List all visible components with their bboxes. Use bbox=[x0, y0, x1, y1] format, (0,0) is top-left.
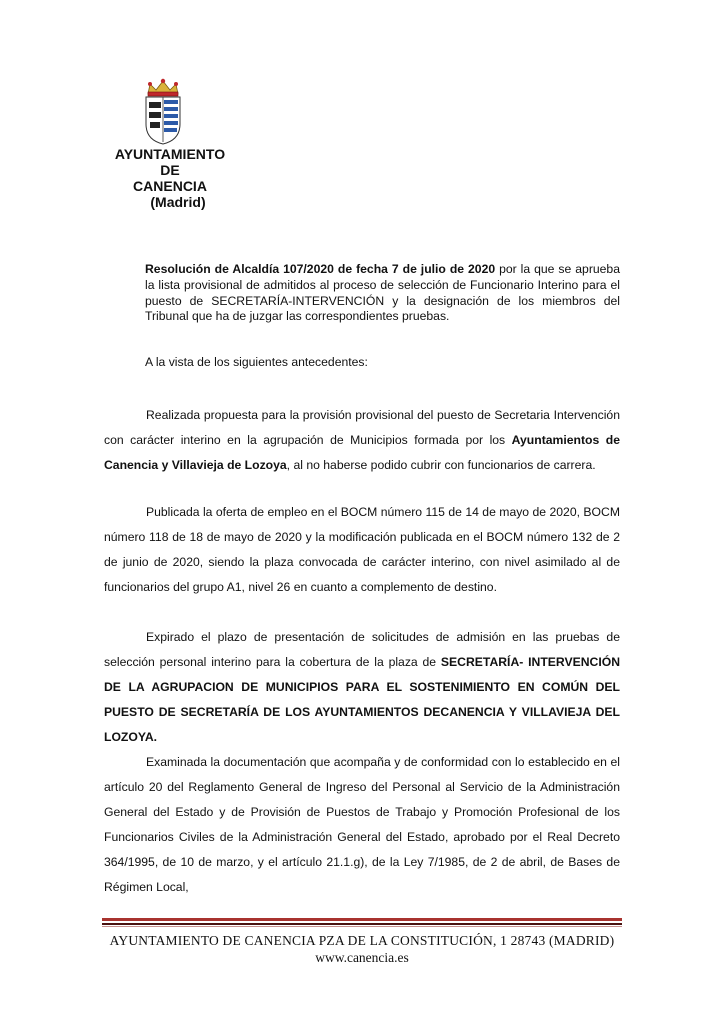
paragraph-1-bold: Ayuntamientos de Canencia y Villavieja de Lozoya bbox=[104, 433, 620, 472]
paragraph-4 bbox=[104, 750, 620, 900]
org-line-2: DE bbox=[160, 162, 180, 178]
paragraph-3 bbox=[104, 625, 620, 750]
org-line-4: (Madrid) bbox=[150, 194, 206, 210]
footer-rule-middle bbox=[102, 923, 622, 925]
resolution-summary bbox=[145, 262, 620, 325]
paragraph-3-bold: SECRETARÍA- INTERVENCIÓN DE LA AGRUPACION DE MUNICIPIOS PARA EL SOSTENIMIENTO EN COMÚN DEL PUESTO DE SECRETARÍA DE LOS AYUNTAMIENTOS DECANENCIA Y VILLAVIEJA DEL LOZOYA. bbox=[104, 655, 620, 744]
paragraph-3-text-a: Expirado el plazo de presentación de solicitudes de admisión en las pruebas de selección personal interino para la cobertura de la plaza de bbox=[104, 630, 620, 669]
organization-name bbox=[100, 146, 240, 210]
paragraph-2-text: Publicada la oferta de empleo en el BOCM número 115 de 14 de mayo de 2020, BOCM número 118 de 18 de mayo de 2020 y la modificación publicada en el BOCM número 132 de 2 de junio de 2020, siendo la plaza convocada de carácter interino, con nivel asimilado al de funcionarios del grupo A1, nivel 26 en cuanto a complemento de destino. bbox=[104, 505, 620, 594]
resolution-summary-text: por la que se aprueba la lista provisional de admitidos al proceso de selección de Funcionario Interino para el puesto de SECRETARÍA-INTERVENCIÓN y la designación de los miembros del Tribunal que ha de juzgar las correspondientes pruebas. bbox=[145, 262, 620, 324]
footer-website: www.canencia.es bbox=[315, 950, 409, 965]
footer-rule-top bbox=[102, 918, 622, 921]
page-footer bbox=[102, 932, 622, 966]
org-line-3: CANENCIA bbox=[133, 178, 207, 194]
org-line-1: AYUNTAMIENTO bbox=[114, 146, 226, 162]
paragraph-2 bbox=[104, 500, 620, 600]
municipal-crest-icon bbox=[140, 78, 186, 146]
paragraph-1-text-a: Realizada propuesta para la provisión provisional del puesto de Secretaria Intervención con carácter interino en la agrupación de Municipios formada por los bbox=[104, 408, 620, 447]
resolution-title: Resolución de Alcaldía 107/2020 de fecha 7 de julio de 2020 bbox=[145, 262, 496, 276]
paragraph-1 bbox=[104, 403, 620, 478]
paragraph-4-text: Examinada la documentación que acompaña y de conformidad con lo establecido en el artículo 20 del Reglamento General de Ingreso del Personal al Servicio de la Administración General del Estado y de Provisión de Puestos de Trabajo y Promoción Profesional de los Funcionarios Civiles de la Administración General del Estado, aprobado por el Real Decreto 364/1995, de 10 de marzo, y el artículo 21.1.g), de la Ley 7/1985, de 2 de abril, de Bases de Régimen Local, bbox=[104, 755, 620, 894]
footer-rule-bottom bbox=[102, 926, 622, 927]
footer-address: AYUNTAMIENTO DE CANENCIA PZA DE LA CONSTITUCIÓN, 1 28743 (MADRID) bbox=[109, 933, 615, 948]
intro-text: A la vista de los siguientes antecedentes: bbox=[145, 355, 368, 369]
paragraph-1-text-b: , al no haberse podido cubrir con funcionarios de carrera. bbox=[286, 458, 596, 472]
